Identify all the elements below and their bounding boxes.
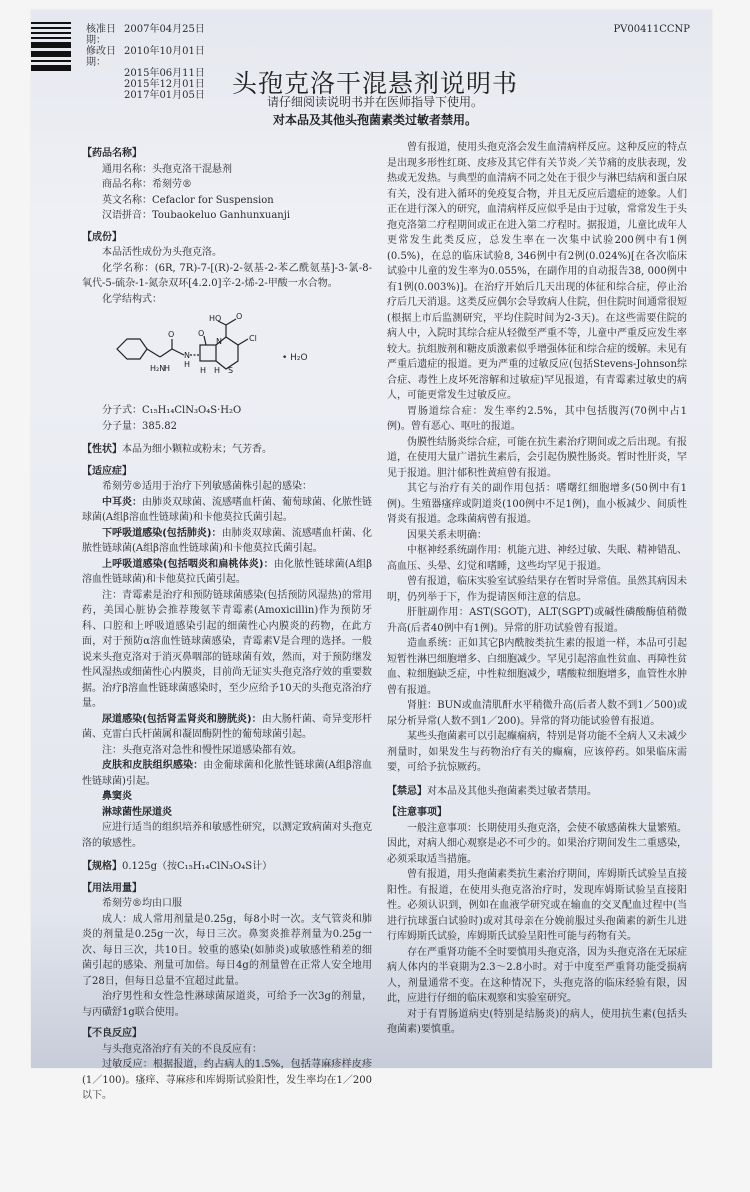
svg-text:O: O	[198, 329, 205, 338]
trade-name: 商品名称：希刻劳®	[102, 179, 192, 190]
adverse-causality: 因果关系未明确：	[407, 529, 487, 541]
approval-date-label: 核准日期：	[86, 24, 116, 46]
indication-gonorrhea: 淋球菌性尿道炎	[102, 806, 172, 818]
revision-date: 2015年06月11日	[124, 68, 205, 79]
dosage-gonorrhea: 治疗男性和女性急性淋球菌尿道炎，可给予一次3g的剂量，与丙磺舒1g联合使用。	[82, 991, 372, 1018]
molecular-weight: 分子量：385.82	[102, 420, 177, 432]
adverse-gi: 胃肠道综合症：发生率约2.5%，其中包括腹泻(70例中占1例)。曾有恶心、呕吐的报道。	[387, 405, 687, 432]
precaution-coombs: 曾有报道，用头孢菌素类抗生素治疗期间，库姆斯氏试验呈直接阳性。有报道，在使用头孢克洛治疗时，发现库姆斯试验呈直接阳性。必须认识到，例如在血液学研究或在输血的交叉配血过程中(当进行抗球蛋白试验时)或对其母亲在分娩前服过头孢菌素的新生儿进行库姆斯氏试验，库姆斯氏试验呈阳性可能与药物有关。	[387, 869, 687, 942]
pinyin-name: 汉语拼音：Toubaokeluo Ganhunxuanji	[102, 210, 291, 221]
precaution-renal: 存在严重肾功能不全时要慎用头孢克洛，因为头孢克洛在无尿症病人体内的半衰期为2.3～2.8小时。对于中度至严重肾功能受损病人，剂量通常不变。在这种情况下，头孢克洛的临床经验有限，因此，应进行仔细的临床观察和实验室研究。	[387, 946, 687, 1004]
precaution-gi-history: 对于有胃肠道病史(特别是结肠炎)的病人，使用抗生素(包括头孢菌素)要慎重。	[387, 1008, 687, 1035]
section-heading-precautions: 【注意事项】	[387, 807, 447, 818]
appearance-text: 本品为细小颗粒或粉末；气芳香。	[122, 444, 272, 455]
generic-name: 通用名称：头孢克洛干混悬剂	[102, 163, 232, 175]
adverse-liver: 肝脏副作用：AST(SGOT)，ALT(SGPT)或碱性磷酸酶值稍微升高(后者40例中有1例)。异常的肝功试验曾有报道。	[387, 607, 687, 634]
indication-item: 皮肤和皮肤组织感染：由金葡球菌和化脓性链球菌(A组β溶血性链球菌)引起。	[82, 760, 373, 787]
adverse-allergy: 过敏反应：根据报道，约占病人的1.5%，包括荨麻疹样皮疹(1／100)。瘙痒、荨麻疹和库姆斯试验阳性，发生率均在1／200以下。	[82, 1059, 372, 1101]
hydrate-label: • H₂O	[282, 353, 308, 363]
active-ingredient: 本品活性成份为头孢克洛。	[102, 247, 222, 258]
contraindications-section	[387, 784, 687, 800]
svg-text:H: H	[184, 360, 191, 369]
section-heading-contraindications: 【禁忌】	[387, 785, 427, 797]
adverse-kidney: 肾脏：BUN或血清肌酐水平稍微升高(后者人数不到1／500)或尿分析异常(人数不到1／200)。异常的肾功能试验曾有报道。	[387, 700, 687, 727]
svg-text:S: S	[228, 366, 234, 375]
spec-section	[82, 859, 372, 875]
adverse-other: 其它与治疗有关的副作用包括：嗜曙红细胞增多(50例中有1例)。生殖器瘙痒或阴道炎(100例中不足1例)，血小板减少、间质性肾炎有报道。念珠菌病曾有报道。	[387, 483, 687, 525]
svg-text:H: H	[200, 366, 207, 375]
svg-text:N: N	[184, 351, 190, 360]
page-title: 头孢克洛干混悬剂说明书	[231, 69, 518, 98]
indication-sinusitis: 鼻窦炎	[102, 791, 132, 802]
allergy-warning: 对本品及其他头孢菌素类过敏者禁用。	[272, 113, 477, 127]
revision-date: 2015年12月01日	[124, 79, 205, 90]
section-heading-composition: 【成份】	[82, 231, 122, 243]
svg-text:Cl: Cl	[249, 334, 257, 343]
product-code: PV00411CCNP	[613, 24, 690, 35]
subtitle: 请仔细阅读说明书并在医师指导下使用。	[266, 95, 483, 109]
revision-date: 2017年01月05日	[124, 90, 205, 101]
adverse-blood: 造血系统：正如其它β内酰胺类抗生素的报道一样，本品可引起短暂性淋巴细胞增多、白细胞减少。罕见引起溶血性贫血、再障性贫血、粒细胞缺乏症，中性粒细胞减少，嗜酸粒细胞增多，血管性水肿曾有报道。	[387, 638, 687, 696]
culture-note: 应进行适当的组织培养和敏感性研究，以测定致病菌对头孢克洛的敏感性。	[82, 822, 372, 849]
indication-item: 中耳炎：由肺炎双球菌、流感嗜血杆菌、葡萄球菌、化脓性链球菌(A组β溶血性链球菌)和卡他莫拉氏菌引起。	[82, 496, 372, 523]
adverse-cns: 中枢神经系统副作用：机能亢进、神经过敏、失眠、精神错乱、高血压、头晕、幻觉和嗜睡，这些均罕见于报道。	[387, 545, 687, 572]
appearance-section	[82, 442, 372, 458]
chemical-name: 化学名称：(6R, 7R)-7-[(R)-2-氨基-2-苯乙酰氨基]-3-氯-8-氧代-5-硫杂-1-氮杂双环[4.2.0]辛-2-烯-2-甲酸一水合物。	[82, 262, 372, 289]
svg-text:H₂N: H₂N	[150, 364, 166, 373]
right-column	[387, 140, 687, 1038]
adverse-intro: 与头孢克洛治疗有关的不良反应有：	[102, 1043, 262, 1055]
section-heading-dosage: 【用法用量】	[82, 882, 142, 894]
svg-text:O: O	[168, 330, 175, 339]
section-heading-appearance: 【性状】	[82, 444, 122, 455]
indication-item: 尿道感染(包括肾盂肾炎和膀胱炎)：由大肠杆菌、奇异变形杆菌、克雷白氏杆菌属和凝固酶阴性的葡萄球菌引起。	[82, 713, 373, 740]
revision-date: 2010年10月01日	[124, 46, 205, 57]
spec-text: 0.125g（按C₁₅H₁₄ClN₃O₄S计）	[122, 861, 273, 872]
left-column	[82, 140, 372, 1104]
adverse-colitis: 伪膜性结肠炎综合症，可能在抗生素治疗期间或之后出现。有报道，在使用大量广谱抗生素后，会引起伪膜性肠炎。暂时性肝炎，罕见于报道。胆汁郁积性黄疸曾有报道。	[387, 436, 687, 479]
indication-note: 注：头孢克洛对急性和慢性尿道感染都有效。	[102, 744, 302, 756]
indication-note: 注：青霉素是治疗和预防链球菌感染(包括预防风湿热)的常用药，美国心脏协会推荐羧氨苄青霉素(Amoxicillin)作为预防牙科、口腔和上呼吸道感染引起的细菌性心内膜炎的药物，在此方面，对于预防α溶血性链球菌感染，青霉素V是合理的选择。一般说来头孢克洛对于消灭鼻咽部的链球菌有效，然而，对于预防继发性风湿热或细菌性心内膜炎，目前尚无证实头孢克洛疗效的重要数据。治疗β溶血性链球菌感染时，至少应给予10天的头孢克洛治疗量。	[82, 589, 372, 709]
section-heading-drug-name: 【药品名称】	[82, 148, 142, 159]
section-heading-adverse: 【不良反应】	[82, 1028, 142, 1039]
indications-intro: 希刻劳®适用于治疗下列敏感菌株引起的感染：	[102, 481, 312, 492]
svg-text:N: N	[216, 337, 222, 346]
cefaclor-structure-icon	[112, 309, 262, 401]
section-heading-spec: 【规格】	[82, 861, 122, 872]
approval-date: 2007年04月25日	[124, 24, 205, 35]
adverse-seizure: 某些头孢菌素可以引起癫痫病，特别是肾功能不全病人又未减少剂量时，如果发生与药物治疗有关的癫痫，应该停药。如果临床需要，可给予抗惊厥药。	[387, 731, 687, 773]
svg-text:HO: HO	[209, 314, 222, 323]
contraindications-text: 对本品及其他头孢菌素类过敏者禁用。	[427, 785, 597, 797]
dosage-oral: 希刻劳®均由口服	[102, 898, 182, 909]
adverse-serum-sickness: 曾有报道，使用头孢克洛会发生血清病样反应。这种反应的特点是出现多形性红斑、皮疹及其它伴有关节炎／关节痛的皮肤表现，发热或无发热。与典型的血清病不同之处在于很少与淋巴结病和蛋白尿有关，没有进入循环的免疫复合物，并且无反应后遗症的迹象。人们正在进行深入的研究，血清病样反应似乎是由于过敏，常常发生于头孢克洛第二疗程期间或正在进入第二疗程时。据报道，儿童比成年人更常发生此类反应，总发生率在一次集中试验200例中有1例(0.5%)，在总的临床试验8, 346例中有2例(0.024%)[在各次临床试验中儿童的发生率为0.055%，在副作用的自动报告38, 000例中有1例(0.003%)]。在治疗开始后几天出现的体征和综合症，停止治疗后几天消退。这类反应偶尔会导致病人住院，但住院时间通常很短(根据上市后监测研究，平均住院时间为2-3天)。在这些需要住院的病人中，入院时其综合症从轻微至严重不等，儿童中严重反应发生率较大。抗组胺剂和糖皮质激素似乎增强体征和综合症的缓解。未见有严重后遗症的报道。更为严重的过敏反应(包括Stevens-Johnson综合症、毒性上皮坏死溶解和过敏症)罕见报道，有青霉素过敏史的病人，可能更常发生过敏反应。	[387, 142, 687, 401]
svg-text:O: O	[236, 312, 243, 321]
svg-text:H: H	[214, 366, 221, 375]
english-name: 英文名称：Cefaclor for Suspension	[102, 194, 274, 206]
revision-date-label: 修改日期：	[86, 46, 116, 68]
svg-text:H: H	[164, 364, 171, 373]
chemical-structure	[112, 309, 372, 401]
indication-item: 上呼吸道感染(包括咽炎和扁桃体炎)：由化脓性链球菌(A组β溶血性链球菌)和卡他莫拉氏菌引起。	[82, 558, 373, 585]
indication-item: 下呼吸道感染(包括肺炎)：由肺炎双球菌、流感嗜血杆菌、化脓性链球菌(A组β溶血性链球菌)和卡他莫拉氏菌引起。	[82, 527, 373, 554]
section-heading-indications: 【适应症】	[82, 465, 132, 477]
precaution-general: 一般注意事项：长期使用头孢克洛，会使不敏感菌株大量繁殖。因此，对病人细心观察是必不可少的。如果治疗期间发生二重感染，必须采取适当措施。	[387, 822, 687, 865]
adverse-lab: 曾有报道，临床实验室试验结果存在暂时异常值。虽然其病因未明，仍列举于下，作为提请医师注意的信息。	[387, 576, 687, 603]
structure-label: 化学结构式：	[102, 293, 162, 305]
dosage-adult: 成人：成人常用剂量是0.25g，每8小时一次。支气管炎和肺炎的剂量是0.25g一次，每日三次。鼻窦炎推荐剂量为0.25g一次、每日三次，共10日。较重的感染(如肺炎)或敏感性稍差的细菌引起的感染、剂量可加倍。每日4g的剂量曾在正常人安全地用了28日，但每日总量不宜超过此量。	[82, 913, 372, 987]
molecular-formula: 分子式：C₁₅H₁₄ClN₃O₄S·H₂O	[102, 405, 242, 416]
